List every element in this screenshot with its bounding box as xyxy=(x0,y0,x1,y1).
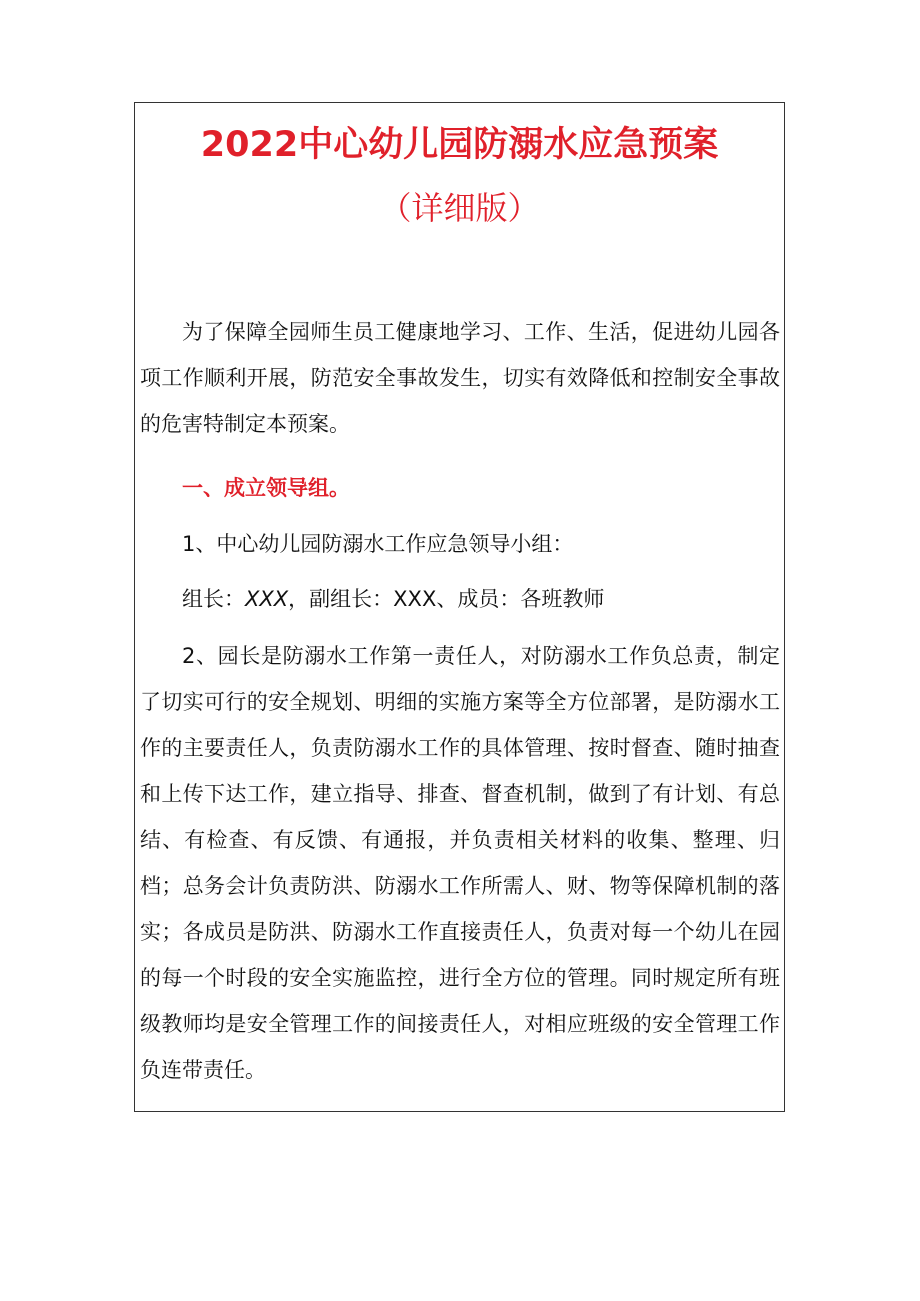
deputy-and-members: ，副组长：XXX、成员：各班教师 xyxy=(288,587,605,611)
document-subtitle: （详细版） xyxy=(379,189,540,227)
leader-name: XXX xyxy=(245,587,289,611)
leaders-line xyxy=(182,576,604,622)
section-heading-leadership: 一、成立领导组。 xyxy=(182,476,350,500)
intro-paragraph: 为了保障全园师生员工健康地学习、工作、生活，促进幼儿园各项工作顺利开展，防范安全事故发生，切实有效降低和控制安全事故的危害特制定本预案。 xyxy=(140,320,780,436)
leader-label: 组长： xyxy=(182,587,245,611)
item-2-responsibilities: 2、园长是防溺水工作第一责任人，对防溺水工作负总责，制定了切实可行的安全规划、明细的实施方案等全方位部署，是防溺水工作的主要责任人，负责防溺水工作的具体管理、按时督查、随时抽查和上传下达工作，建立指导、排查、督查机制，做到了有计划、有总结、有检查、有反馈、有通报，并负责相关材料的收集、整理、归档；总务会计负责防洪、防溺水工作所需人、财、物等保障机制的落实；各成员是防洪、防溺水工作直接责任人，负责对每一个幼儿在园的每一个时段的安全实施监控，进行全方位的管理。同时规定所有班级教师均是安全管理工作的间接责任人，对相应班级的安全管理工作负连带责任。 xyxy=(140,644,780,1082)
document-frame xyxy=(134,102,785,1112)
item-1-leadership-group: 1、中心幼儿园防溺水工作应急领导小组： xyxy=(182,532,574,556)
document-title: 2022中心幼儿园防溺水应急预案 xyxy=(200,125,719,165)
